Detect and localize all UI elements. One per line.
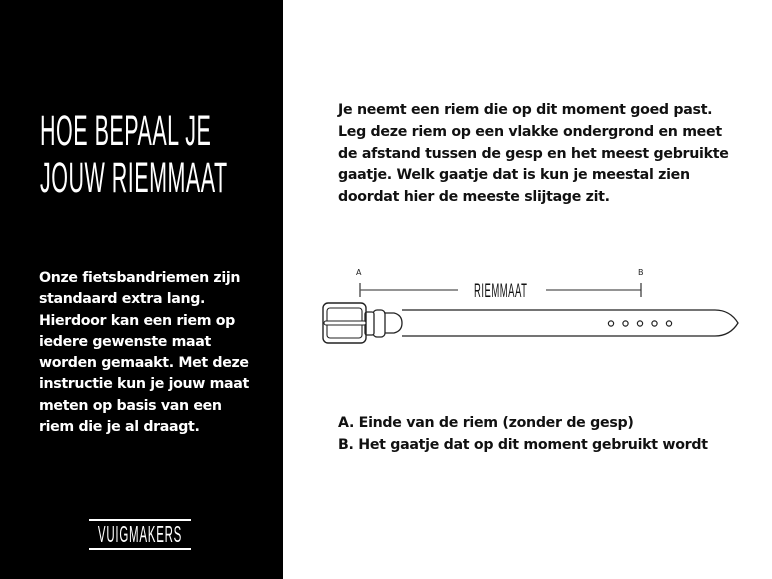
belt-tip — [384, 313, 402, 333]
intro-line: instructie kun je jouw maat — [39, 376, 249, 393]
intro-line: worden gemaakt. Met deze — [39, 355, 249, 372]
intro-line: standaard extra lang. — [39, 291, 206, 308]
intro-line: Hierdoor kan een riem op — [39, 312, 235, 329]
intro-line: meten op basis van een — [39, 397, 222, 414]
instructions-text — [338, 100, 758, 209]
logo-bottom-bar — [89, 548, 191, 550]
title-line-1: HOE BEPAAL JE — [40, 107, 212, 155]
instruction-line: Je neemt een riem die op dit moment goed past. — [338, 102, 713, 118]
intro-line: Onze fietsbandriemen zijn — [39, 270, 241, 286]
logo-text: VUIGMAKERS — [97, 521, 183, 547]
belt-diagram — [310, 255, 750, 355]
instruction-line: de afstand tussen de gesp en het meest gebruikte — [338, 145, 729, 162]
belt-hole — [652, 321, 657, 326]
measure-label: RIEMMAAT — [474, 281, 528, 302]
belt-strap — [402, 310, 738, 336]
belt-hole — [666, 321, 671, 326]
belt-icon — [310, 255, 750, 355]
belt-hole — [637, 321, 642, 326]
belt-loop — [373, 310, 385, 337]
legend-item-a: A. Einde van de riem (zonder de gesp) — [338, 415, 634, 431]
left-panel — [0, 0, 283, 579]
title-line-2: JOUW RIEMMAAT — [40, 154, 228, 202]
belt-hole — [623, 321, 628, 326]
belt-hole — [608, 321, 613, 326]
instruction-line: Leg deze riem op een vlakke ondergrond en meet — [338, 123, 722, 140]
instruction-line: gaatje. Welk gaatje dat is kun je meestal zien — [338, 167, 690, 184]
intro-line: riem die je al draagt. — [39, 419, 200, 436]
diagram-legend — [338, 412, 758, 456]
instruction-line: doordat hier de meeste slijtage zit. — [338, 189, 610, 206]
point-b-label: B — [638, 268, 644, 277]
page-title — [40, 108, 240, 202]
brand-logo — [89, 519, 191, 550]
legend-item-b: B. Het gaatje dat op dit moment gebruikt wordt — [338, 437, 708, 453]
intro-text — [39, 268, 279, 438]
point-a-label: A — [356, 268, 362, 277]
buckle-prong — [324, 321, 366, 325]
intro-line: iedere gewenste maat — [39, 333, 211, 350]
